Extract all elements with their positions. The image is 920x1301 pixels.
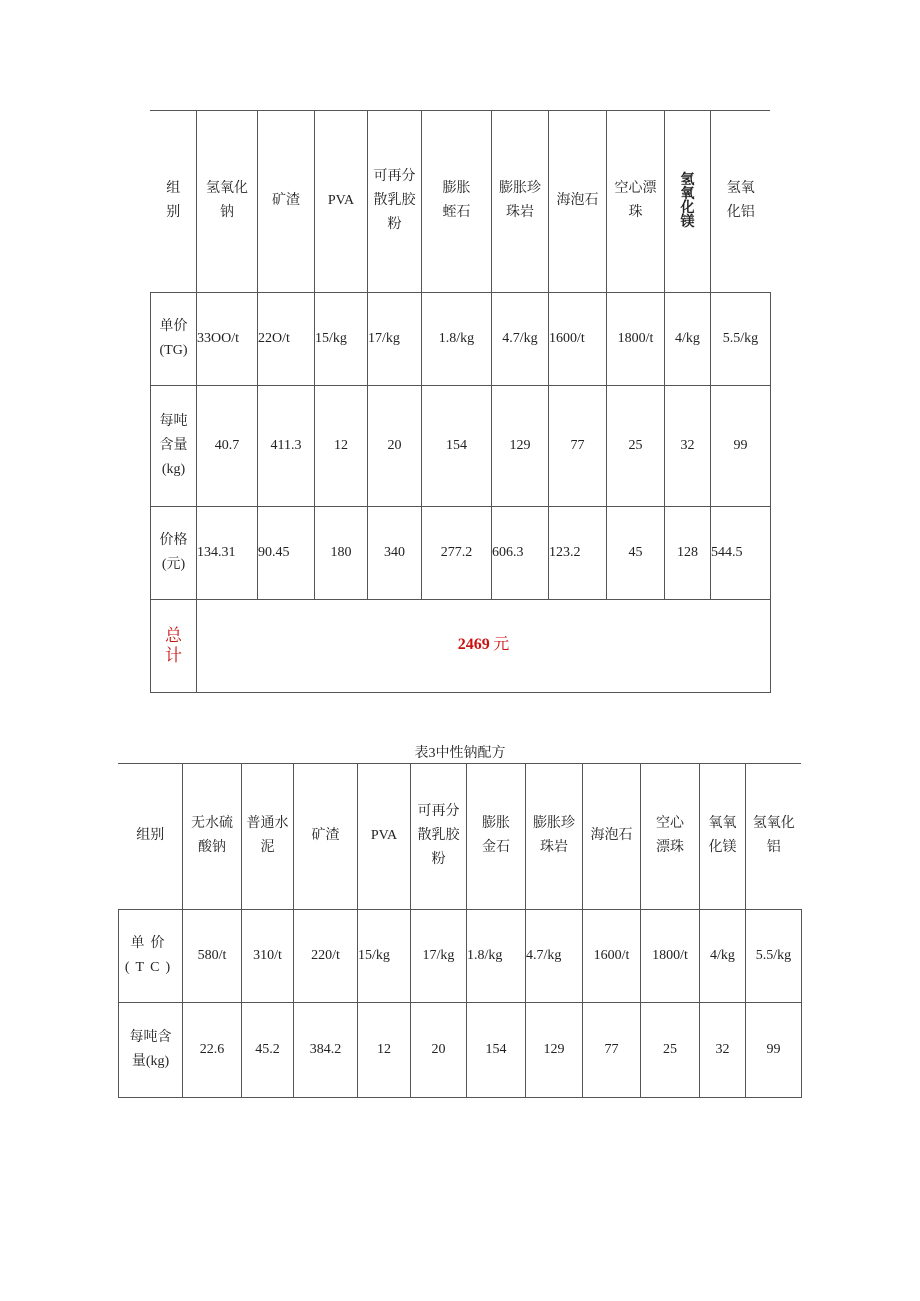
header-pva: PVA: [358, 763, 411, 909]
table-cell: 45: [607, 506, 665, 599]
table-cell: 128: [665, 506, 711, 599]
table-cell: 154: [422, 385, 492, 506]
header-sodium-hydroxide: 氢氧化 钠: [197, 110, 258, 292]
table-cell: 99: [746, 1002, 802, 1097]
header-magnesium-hydroxide: 氧氧 化镁: [700, 763, 746, 909]
table-cell: 544.5: [711, 506, 771, 599]
table-cell: 1600/t: [549, 292, 607, 385]
header-anhydrous-sodium-sulfate: 无水硫 酸钠: [183, 763, 242, 909]
table-cell: 220/t: [294, 909, 358, 1002]
table-cell: 1600/t: [583, 909, 641, 1002]
table-cell: 129: [526, 1002, 583, 1097]
header-cenosphere: 空心漂 珠: [607, 110, 665, 292]
header-ordinary-cement: 普通水 泥: [242, 763, 294, 909]
table1-header-row: [151, 110, 771, 292]
table2-price-row: [119, 909, 802, 1002]
table-cell: 33OO/t: [197, 292, 258, 385]
header-expanded-perlite: 膨胀珍 珠岩: [526, 763, 583, 909]
neutral-sodium-formula-table: [118, 763, 802, 1098]
table-cell: 32: [665, 385, 711, 506]
header-pva: PVA: [315, 110, 368, 292]
header-redispersible-powder: 可再分 散乳胶 粉: [368, 110, 422, 292]
header-expanded-perlite: 膨胀珍 珠岩: [492, 110, 549, 292]
table-cell: 77: [549, 385, 607, 506]
table-cell: 310/t: [242, 909, 294, 1002]
sodium-hydroxide-formula-table: [150, 110, 771, 693]
table-cell: 15/kg: [315, 292, 368, 385]
table-cell: 4.7/kg: [526, 909, 583, 1002]
table-cell: 20: [411, 1002, 467, 1097]
table1-cost-row: [151, 506, 771, 599]
table-cell: 4/kg: [665, 292, 711, 385]
header-slag: 矿渣: [294, 763, 358, 909]
table-cell: 340: [368, 506, 422, 599]
row-label-cost: 价格 (元): [151, 506, 197, 599]
table-cell: 154: [467, 1002, 526, 1097]
table-cell: 606.3: [492, 506, 549, 599]
table-cell: 134.31: [197, 506, 258, 599]
table-cell: 129: [492, 385, 549, 506]
row-label-total: 总 计: [151, 599, 197, 692]
table-caption: 表3中性钠配方: [414, 746, 506, 761]
total-unit: 元: [493, 636, 510, 653]
table-cell: 90.45: [258, 506, 315, 599]
table-cell: 384.2: [294, 1002, 358, 1097]
table-cell: 4/kg: [700, 909, 746, 1002]
header-magnesium-hydroxide: 氢 氧 化 镁: [665, 110, 711, 292]
table-cell: 1800/t: [641, 909, 700, 1002]
table1-total-row: [151, 599, 771, 692]
table-cell: 1.8/kg: [467, 909, 526, 1002]
total-cell: [197, 599, 771, 692]
header-cenosphere: 空心 漂珠: [641, 763, 700, 909]
table-cell: 25: [607, 385, 665, 506]
row-label-quantity-per-ton: 每吨含 量(kg): [119, 1002, 183, 1097]
table-cell: 123.2: [549, 506, 607, 599]
row-label-unit-price: 单价 (TG): [151, 292, 197, 385]
table-cell: 277.2: [422, 506, 492, 599]
header-group: 组别: [119, 763, 183, 909]
header-aluminum-hydroxide: 氢氧 化铝: [711, 110, 771, 292]
table-cell: 5.5/kg: [711, 292, 771, 385]
table1-price-row: [151, 292, 771, 385]
header-group: 组 别: [151, 110, 197, 292]
table-cell: 17/kg: [368, 292, 422, 385]
table-cell: 32: [700, 1002, 746, 1097]
table-cell: 40.7: [197, 385, 258, 506]
table-cell: 180: [315, 506, 368, 599]
table-cell: 15/kg: [358, 909, 411, 1002]
header-slag: 矿渣: [258, 110, 315, 292]
table-cell: 1800/t: [607, 292, 665, 385]
table-cell: 25: [641, 1002, 700, 1097]
table-cell: 17/kg: [411, 909, 467, 1002]
table-cell: 22O/t: [258, 292, 315, 385]
table-cell: 5.5/kg: [746, 909, 802, 1002]
table1-quantity-row: [151, 385, 771, 506]
table2-header-row: [119, 763, 802, 909]
table-cell: 22.6: [183, 1002, 242, 1097]
header-aluminum-hydroxide: 氢氧化 铝: [746, 763, 802, 909]
table-cell: 12: [315, 385, 368, 506]
table-cell: 4.7/kg: [492, 292, 549, 385]
row-label-quantity-per-ton: 每吨 含量 (kg): [151, 385, 197, 506]
row-label-unit-price: 单价 (TC): [119, 909, 183, 1002]
table-cell: 20: [368, 385, 422, 506]
header-sepiolite: 海泡石: [549, 110, 607, 292]
table-cell: 1.8/kg: [422, 292, 492, 385]
header-expanded-vermiculite: 膨胀 蛭石: [422, 110, 492, 292]
total-value: 2469: [457, 636, 490, 653]
table-cell: 12: [358, 1002, 411, 1097]
table-cell: 77: [583, 1002, 641, 1097]
header-expanded-vermiculite: 膨胀 金石: [467, 763, 526, 909]
table-cell: 580/t: [183, 909, 242, 1002]
header-redispersible-powder: 可再分 散乳胶 粉: [411, 763, 467, 909]
table-cell: 45.2: [242, 1002, 294, 1097]
header-sepiolite: 海泡石: [583, 763, 641, 909]
table-cell: 411.3: [258, 385, 315, 506]
table-cell: 99: [711, 385, 771, 506]
table2-quantity-row: [119, 1002, 802, 1097]
